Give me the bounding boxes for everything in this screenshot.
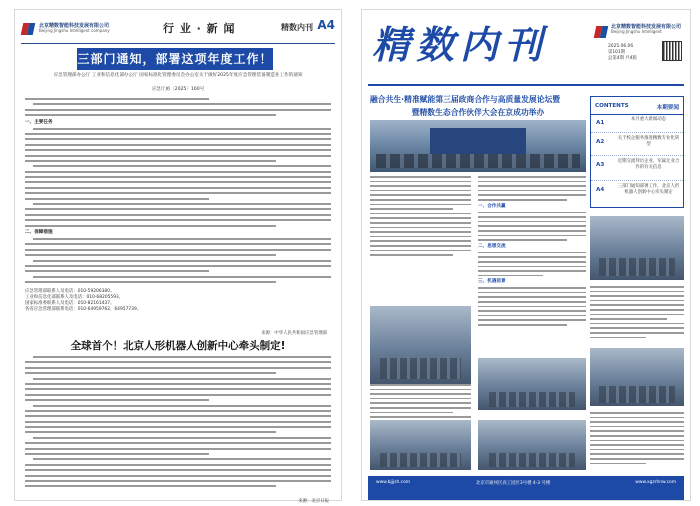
- lead-title-line2: 暨精数生态合作伙伴大会在京成功举办: [411, 108, 545, 117]
- lead-title-line1: 融合共生·精准赋能第三届政商合作与高质量发展论坛暨: [370, 95, 561, 104]
- article1-body: [25, 98, 331, 314]
- lead-subhead-2: 二、思想交流: [478, 243, 506, 249]
- article1-title: 三部门通知，部署这项年度工作！: [77, 48, 273, 70]
- right-page: [361, 9, 691, 501]
- toc-page-label: A4: [596, 187, 605, 193]
- section-title: 行 业 · 新 闻: [163, 22, 236, 35]
- stage-screen: [430, 128, 526, 154]
- company-name-en: Beijing Jingshu Intelligent company: [39, 28, 110, 34]
- left-page-header: [21, 14, 335, 44]
- contents-title-cn: 本期要闻: [656, 105, 679, 111]
- toc-page-label: A3: [596, 162, 605, 168]
- issue-date: 2025.06.06: [608, 44, 634, 49]
- contact-line-2: 工业和信息化部联系人及电话：010-68205593。: [25, 294, 124, 300]
- toc-title: 三部门通知部署工作，北京人形机器人创新中心牵头制定: [617, 184, 680, 195]
- company-logo-icon: [594, 25, 608, 39]
- company-logo-icon: [21, 22, 35, 36]
- article1-doc-number: 应急厅函〔2025〕160号: [151, 87, 205, 92]
- article1-subhead-2: 二、保障措施: [25, 229, 53, 235]
- right-company-logo: [594, 25, 681, 39]
- meeting-photo-2: [478, 358, 586, 410]
- company-name-en: Beijing Jingshu Intelligent: [611, 29, 662, 35]
- side-photo-2: [590, 348, 684, 406]
- toc-page-label: A1: [596, 120, 605, 126]
- footer-website[interactable]: www.bjjjsh.com: [376, 480, 411, 485]
- company-name: 北京精数智能科技发展有限公司: [39, 22, 110, 29]
- qr-code-icon: [662, 41, 682, 61]
- footer-website-2[interactable]: www.xgzrhnw.com: [635, 480, 676, 485]
- masthead-title: 精数内刊: [372, 22, 549, 67]
- page-number: A4: [317, 18, 335, 32]
- meeting-photo-3: [370, 420, 471, 470]
- contact-line-3: 国家标准委联系人及电话：010-82161437。: [25, 301, 115, 307]
- article1-source: 来源：中华人民共和国应急管理部: [261, 331, 327, 336]
- total-pages: 总第4期 共4版: [608, 56, 637, 61]
- meeting-photo-1: [370, 306, 471, 384]
- lead-photo: [370, 120, 586, 172]
- company-logo-text: [39, 24, 110, 33]
- lead-column-right: [478, 176, 586, 329]
- toc-item-a1[interactable]: [591, 115, 683, 133]
- toc-title: 本月重大新闻动态: [630, 117, 667, 122]
- company-name: 北京精数智能科技发展有限公司: [611, 24, 682, 30]
- toc-title: 近期交流拜访企业、军属无业合作的有关信息: [617, 159, 680, 170]
- issue-number: 第101期: [608, 50, 626, 55]
- lead-column-left: [370, 176, 471, 430]
- contents-title-en: CONTENTS: [595, 103, 629, 109]
- right-page-footer: [368, 476, 684, 500]
- right-page-header: [368, 13, 684, 81]
- article2-body: [25, 356, 331, 491]
- issue-info: [608, 44, 637, 62]
- article1-subhead-1: 一、主要任务: [25, 119, 53, 125]
- header-rule: [368, 84, 684, 86]
- lead-subhead-1: 一、合作共赢: [478, 203, 506, 209]
- contact-line-1: 应急管理部联系人及电话：010-59206380。: [25, 288, 115, 294]
- article2-author: 来源：北京日报: [298, 499, 329, 504]
- side-text: [590, 286, 684, 341]
- toc-item-a2[interactable]: [591, 134, 683, 156]
- side-photo-1: [590, 216, 684, 280]
- side-text-2: [590, 412, 684, 467]
- left-page: [14, 9, 342, 504]
- article1-source-line: 应急管理部办公厅 工业和信息化部办公厅 国家标准化管理委员会办公室关于做好2025年度应急管理装备制造业工作的通知: [53, 73, 303, 78]
- journal-name: 精数内刊: [281, 23, 313, 32]
- footer-address: 北京市通州区高工园区3号楼 4-3 号楼: [476, 481, 551, 486]
- meeting-photo-4: [478, 420, 586, 470]
- contents-box: [590, 96, 684, 208]
- contents-header: [591, 97, 683, 115]
- toc-item-a4[interactable]: [591, 182, 683, 208]
- toc-page-label: A2: [596, 139, 605, 145]
- article2-title: 全球首个！北京人形机器人创新中心牵头制定!: [70, 340, 286, 352]
- lead-subhead-3: 三、机遇前景: [478, 279, 506, 285]
- contact-line-4: 各省应急管理部联系电话：010-64959762、64957739。: [25, 307, 142, 313]
- toc-item-a3[interactable]: [591, 157, 683, 181]
- toc-title: 关于校企服务推进精数专业化转型: [617, 136, 680, 147]
- audience: [376, 154, 580, 168]
